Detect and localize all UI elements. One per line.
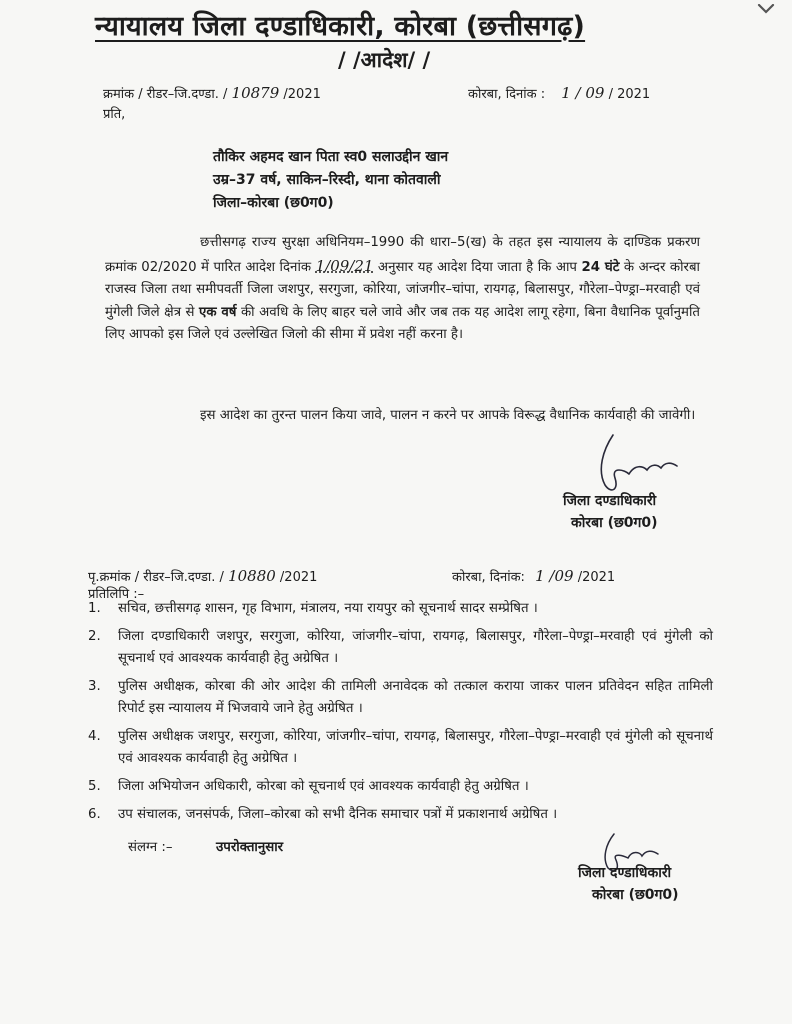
addressee-line: उम्र–37 वर्ष, साकिन–रिस्दी, थाना कोतवाली	[213, 172, 441, 188]
reference-number	[103, 84, 321, 102]
reference-date-year: / 2021	[608, 87, 651, 102]
order-heading: / /आदेश/ /	[338, 48, 431, 72]
copy-date-year: /2021	[577, 570, 616, 585]
list-item-text: पुलिस अधीक्षक, कोरबा की ओर आदेश की तामिली अनावेदक को तत्काल कराया जाकर पालन प्रतिवेदन सहित तामिली रिपोर्ट इस न्यायालय में भिजवाये जाने हेतु अग्रेषित ।	[118, 679, 713, 716]
para1-year: एक वर्ष	[198, 304, 237, 320]
order-paragraph-1	[105, 232, 700, 347]
prati-label: प्रति,	[103, 107, 126, 122]
list-item-number: 1.	[88, 601, 101, 616]
addressee-line: तौकिर अहमद खान पिता स्व0 सलाउद्दीन खान	[213, 149, 449, 165]
copy-list	[88, 598, 713, 832]
copy-label: प्रतिलिपि :–	[88, 587, 145, 602]
signatory-title: जिला दण्डाधिकारी	[578, 865, 672, 881]
list-item	[88, 776, 713, 798]
signatory-title: जिला दण्डाधिकारी	[563, 493, 657, 509]
para1-text-b: अनुसार यह आदेश दिया जाता है कि आप	[377, 259, 577, 275]
copy-reference-date	[452, 567, 615, 585]
enclosure-value: उपरोक्तानुसार	[216, 840, 284, 855]
copy-date-label: कोरबा, दिनांक:	[452, 570, 525, 585]
reference-date	[468, 84, 650, 102]
signatory-place: कोरबा (छ0ग0)	[592, 887, 679, 903]
list-item-text: पुलिस अधीक्षक जशपुर, सरगुजा, कोरिया, जांजगीर–चांपा, रायगढ़, बिलासपुर, गौरेला–पेण्ड्रा–मरवाही एवं मुंगेली को सूचनार्थ एवं आवश्यक कार्यवाही हेतु अग्रेषित ।	[118, 729, 713, 766]
list-item	[88, 676, 713, 720]
close-icon	[756, 4, 776, 18]
signatory-place: कोरबा (छ0ग0)	[571, 515, 658, 531]
copy-number-label: पृ.क्रमांक / रीडर–जि.दण्डा. /	[88, 570, 224, 585]
reference-number-label: क्रमांक / रीडर–जि.दण्डा. /	[103, 87, 228, 102]
list-item-number: 6.	[88, 807, 101, 822]
reference-date-value: 1 / 09	[561, 84, 605, 102]
reference-date-label: कोरबा, दिनांक :	[468, 87, 546, 102]
list-item-text: जिला अभियोजन अधिकारी, कोरबा को सूचनार्थ एवं आवश्यक कार्यवाही हेतु अग्रेषित ।	[118, 779, 529, 794]
reference-number-value: 10879	[231, 84, 280, 102]
list-item	[88, 726, 713, 770]
signature-block-1	[563, 490, 658, 534]
order-paragraph-2	[105, 405, 700, 428]
addressee-block	[213, 146, 448, 215]
list-item	[88, 598, 713, 620]
list-item-number: 3.	[88, 679, 101, 694]
copy-number-value: 10880	[228, 567, 276, 585]
list-item-number: 2.	[88, 629, 101, 644]
list-item-number: 5.	[88, 779, 101, 794]
copy-reference-number	[88, 567, 317, 585]
para1-date: 1/09/21	[315, 256, 374, 275]
page-title: न्यायालय जिला दण्डाधिकारी, कोरबा (छत्तीसगढ़)	[95, 11, 586, 42]
para2-text: इस आदेश का तुरन्त पालन किया जावे, पालन न करने पर आपके विरूद्ध वैधानिक कार्यवाही की जावेगी।	[200, 408, 696, 423]
signature-block-2	[578, 862, 679, 906]
list-item-number: 4.	[88, 729, 101, 744]
copy-number-year: /2021	[279, 570, 318, 585]
list-item-text: उप संचालक, जनसंपर्क, जिला–कोरबा को सभी दैनिक समाचार पत्रों में प्रकाशनार्थ अग्रेषित ।	[118, 807, 558, 822]
enclosure-label: संलग्न :–	[128, 840, 173, 855]
enclosure-line	[128, 837, 283, 855]
para1-text-d: की अवधि के लिए बाहर चले जावे और जब तक यह आदेश लागू रहेगा, बिना वैधानिक पूर्वानुमति लिए आपको इस जिले एवं उल्लेखित जिलो की सीमा में प्रवेश नहीं करना है।	[105, 304, 700, 342]
list-item-text: जिला दण्डाधिकारी जशपुर, सरगुजा, कोरिया, जांजगीर–चांपा, रायगढ़, बिलासपुर, गौरेला–पेण्ड्रा–मरवाही एवं मुंगेली को सूचनार्थ एवं आवश्यक कार्यवाही हेतु अग्रेषित ।	[118, 629, 713, 666]
list-item	[88, 626, 713, 670]
copy-date-value: 1 /09	[535, 567, 574, 585]
para1-text-a: छत्तीसगढ़ राज्य सुरक्षा अधिनियम–1990 की धारा–5(ख) के तहत इस न्यायालय के दाण्डिक प्रकरण क्रमांक 02/2020 में पारित आदेश दिनांक	[105, 235, 700, 275]
reference-number-year: /2021	[283, 87, 321, 102]
list-item	[88, 804, 713, 826]
close-button[interactable]	[746, 0, 786, 22]
list-item-text: सचिव, छत्तीसगढ़ शासन, गृह विभाग, मंत्रालय, नया रायपुर को सूचनार्थ सादर सम्प्रेषित ।	[118, 601, 538, 616]
para1-text-c: के अन्दर कोरबा राजस्व जिला तथा समीपवर्ती जिला जशपुर, सरगुजा, कोरिया, जांजगीर–चांपा, रायगढ़, बिलासपुर, गौरेला–पेण्ड्रा–मरवाही एवं मुंगेली जिले क्षेत्र से	[105, 259, 700, 320]
addressee-line: जिला–कोरबा (छ0ग0)	[213, 195, 334, 211]
para1-hours: 24 घंटे	[581, 259, 620, 275]
